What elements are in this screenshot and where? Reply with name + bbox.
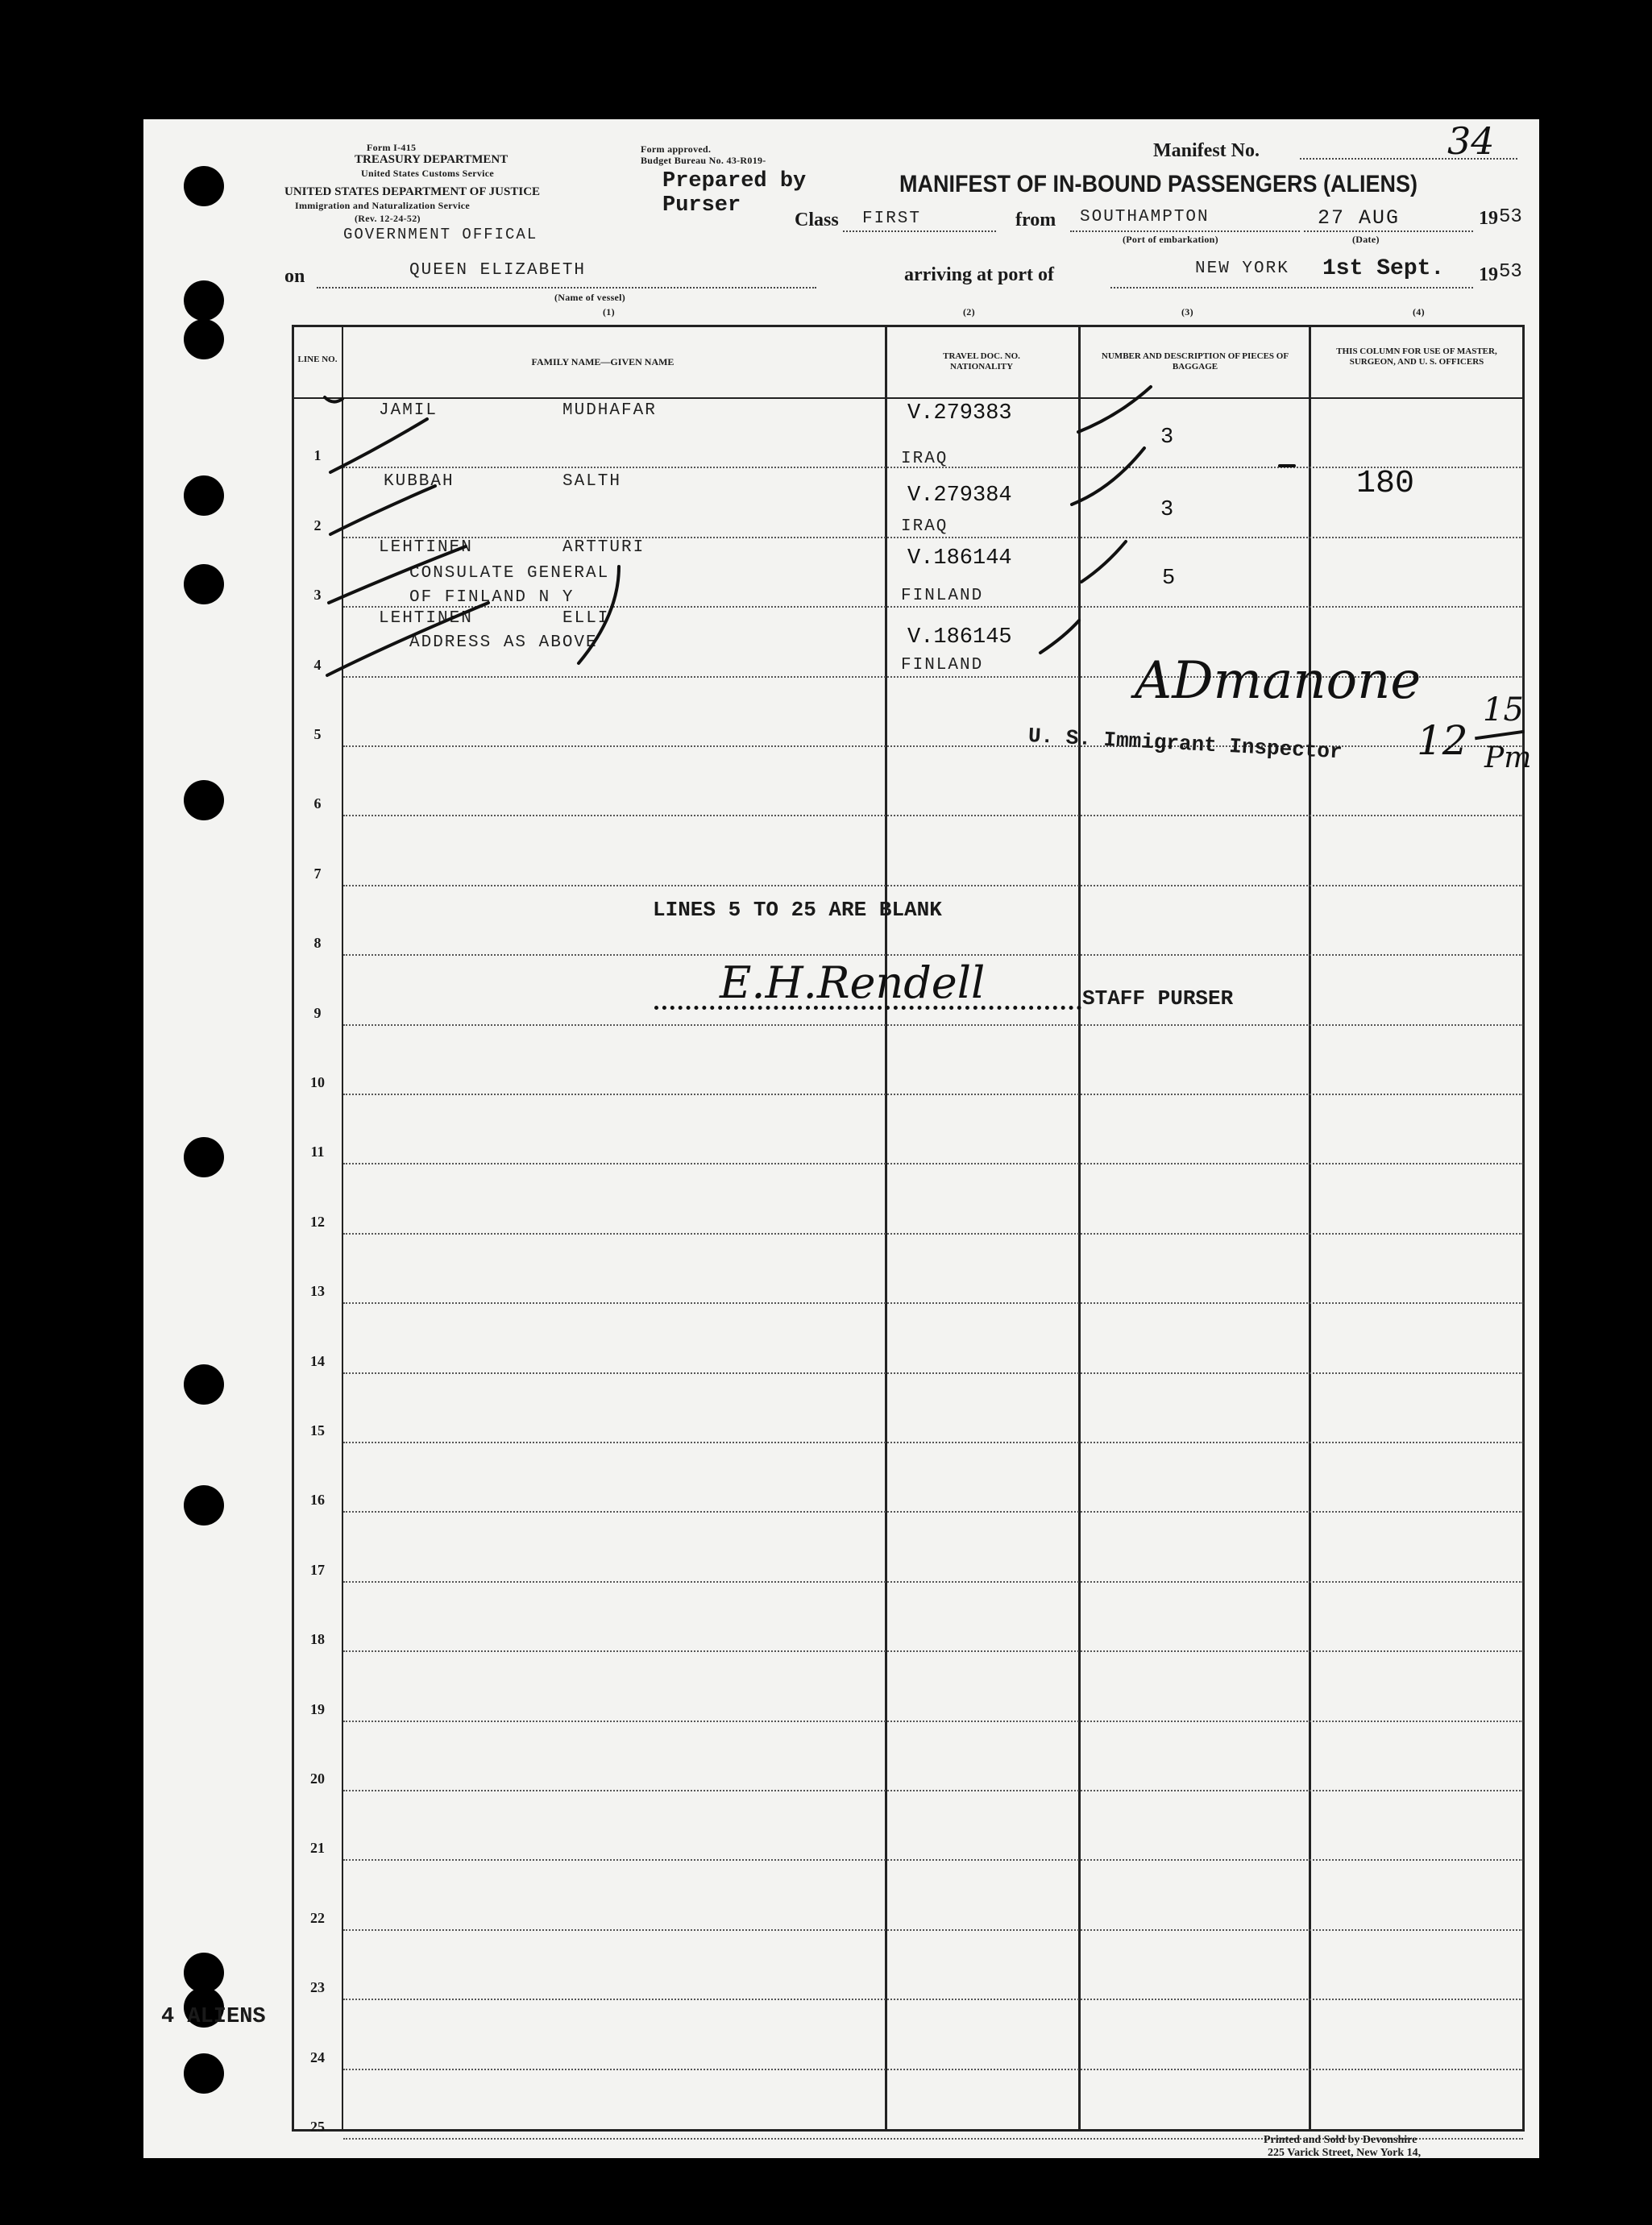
line-number: 3 (313, 587, 322, 604)
line-number: 16 (310, 1492, 325, 1509)
printer-line-2: 225 Varick Street, New York 14, (1268, 2147, 1422, 2159)
department-of-justice: UNITED STATES DEPARTMENT OF JUSTICE (284, 185, 541, 198)
entry-1-doc: V.279383 (907, 401, 1012, 425)
ins-service: Immigration and Naturalization Service (295, 200, 471, 211)
line-number: 12 (310, 1213, 325, 1230)
line-number: 11 (310, 1144, 325, 1160)
from-label: from (1015, 210, 1056, 230)
entry-3-doc: V.186144 (907, 546, 1012, 571)
line-number: 25 (310, 2119, 325, 2135)
line-number: 22 (310, 1909, 325, 1926)
tick-2 (1072, 448, 1144, 504)
arrival-port: NEW YORK (1195, 259, 1289, 278)
line-number: 20 (310, 1770, 325, 1787)
manifest-page (143, 119, 1539, 2158)
entry-4-given: ELLI (562, 609, 610, 628)
customs-service: United States Customs Service (361, 168, 495, 179)
year-value: 53 (1499, 206, 1522, 228)
col-3-number: (3) (1181, 306, 1193, 318)
aliens-count: 4 ALIENS (161, 2005, 266, 2029)
entry-4-extra-1: ADDRESS AS ABOVE (409, 633, 598, 652)
class-value: FIRST (862, 210, 922, 228)
entry-3-extra-2: OF FINLAND N Y (409, 588, 575, 607)
purser-signature: E.H.Rendell (720, 957, 986, 1008)
entry-2-doc: V.279384 (907, 484, 1012, 508)
col-header-line-no: LINE NO. (297, 355, 338, 364)
blank-lines-note: LINES 5 TO 25 ARE BLANK (653, 898, 942, 922)
inspector-time-hour: 12 (1417, 717, 1468, 764)
form-approved: Form approved. (641, 143, 712, 155)
line-number: 14 (310, 1352, 325, 1369)
line-number: 15 (310, 1422, 325, 1438)
arriving-label: arriving at port of (904, 264, 1054, 285)
entry-3-given: ARTTURI (562, 538, 645, 557)
prepared-by-purser: Purser (662, 193, 741, 218)
government-official: GOVERNMENT OFFICAL (343, 226, 538, 243)
col-header-baggage: NUMBER AND DESCRIPTION OF PIECES OF BAGGAGE (1101, 351, 1289, 372)
entry-2-nationality: IRAQ (901, 517, 948, 536)
line-number: 7 (313, 865, 322, 882)
entry-4-doc: V.186145 (907, 625, 1012, 650)
date-value: 27 AUG (1318, 206, 1401, 230)
entry-1-family: JAMIL (379, 401, 438, 420)
tick-4 (1040, 621, 1079, 653)
strike-stroke-1 (330, 419, 427, 472)
entry-2-given: SALTH (562, 472, 622, 491)
col-header-officers: THIS COLUMN FOR USE OF MASTER, SURGEON, AND U. S. OFFICERS (1336, 347, 1497, 367)
vessel-name: QUEEN ELIZABETH (409, 261, 587, 280)
form-number: Form I-415 (367, 142, 417, 153)
entry-1-baggage: 3 (1160, 425, 1174, 450)
line-number: 4 (313, 656, 322, 673)
entry-3-family: LEHTINEN (379, 538, 473, 557)
col-1-number: (1) (603, 306, 615, 318)
form-revision: (Rev. 12-24-52) (355, 213, 421, 224)
line-number: 2 (313, 517, 322, 533)
tick-3 (1081, 542, 1126, 582)
entry-2-baggage: 3 (1160, 498, 1174, 522)
inspector-time-ampm: Pm (1484, 741, 1532, 774)
col-4-number: (4) (1413, 306, 1425, 318)
treasury-department: TREASURY DEPARTMENT (355, 153, 508, 166)
vessel-caption: (Name of vessel) (554, 292, 626, 303)
line-number: 17 (310, 1561, 325, 1578)
arrival-date: 1st Sept. (1322, 256, 1445, 281)
entry-3-nationality: FINLAND (901, 587, 984, 605)
line-number: 23 (310, 1979, 325, 1996)
line-number: 1 (313, 447, 322, 464)
line-number: 8 (313, 935, 322, 952)
line-number: 10 (310, 1074, 325, 1090)
line-number: 19 (310, 1700, 325, 1717)
checkmark-stroke (325, 397, 342, 402)
inspector-signature: ADmanone (1135, 651, 1422, 711)
class-label: Class (795, 210, 839, 230)
line-number: 24 (310, 2049, 325, 2065)
line-number: 6 (313, 795, 322, 812)
entry-3-extra-1: CONSULATE GENERAL (409, 564, 610, 583)
line-number: 18 (310, 1631, 325, 1648)
col-header-name: FAMILY NAME—GIVEN NAME (531, 356, 674, 367)
port-embark-caption: (Port of embarkation) (1123, 234, 1218, 245)
on-label: on (284, 266, 305, 287)
strike-stroke-2 (330, 486, 435, 534)
manifest-no-label: Manifest No. (1153, 140, 1260, 161)
col-header-travel-doc: TRAVEL DOC. NO. NATIONALITY (943, 351, 1020, 372)
inspector-label: U. S. Immigrant Inspector (1027, 724, 1343, 765)
year-value-2: 53 (1499, 261, 1522, 283)
line-number: 21 (310, 1840, 325, 1857)
strike-stroke-5 (579, 567, 619, 663)
manifest-title: MANIFEST OF IN-BOUND PASSENGERS (ALIENS) (899, 171, 1418, 197)
budget-bureau: Budget Bureau No. 43-R019- (641, 155, 766, 166)
staff-purser-label: STAFF PURSER (1082, 986, 1234, 1011)
prepared-by: Prepared by (662, 169, 807, 193)
entry-1-given: MUDHAFAR (562, 401, 657, 420)
manifest-no-value: 34 (1447, 119, 1495, 163)
line-number: 5 (313, 726, 322, 742)
tick-1 (1078, 387, 1151, 432)
year-prefix-2: 19 (1479, 264, 1498, 285)
strike-stroke-3 (329, 546, 466, 603)
strike-stroke-4 (327, 603, 488, 675)
printer-line-1: Printed and Sold by Devonshire (1264, 2134, 1417, 2146)
entry-4-nationality: FINLAND (901, 656, 984, 675)
from-value: SOUTHAMPTON (1080, 208, 1210, 226)
pen-strokes (143, 119, 1539, 2158)
entry-2-family: KUBBAH (384, 472, 455, 491)
line-number: 13 (310, 1283, 325, 1300)
entry-1-nationality: IRAQ (901, 450, 948, 468)
entry-2-officer-mark: 180 (1356, 466, 1415, 502)
year-prefix: 19 (1479, 208, 1498, 229)
col-2-number: (2) (963, 306, 975, 318)
entry-3-baggage: 5 (1162, 567, 1176, 591)
line-number: 9 (313, 1004, 322, 1021)
date-caption: (Date) (1352, 234, 1380, 245)
inspector-time-min: 15 (1483, 691, 1524, 729)
entry-4-family: LEHTINEN (379, 609, 473, 628)
